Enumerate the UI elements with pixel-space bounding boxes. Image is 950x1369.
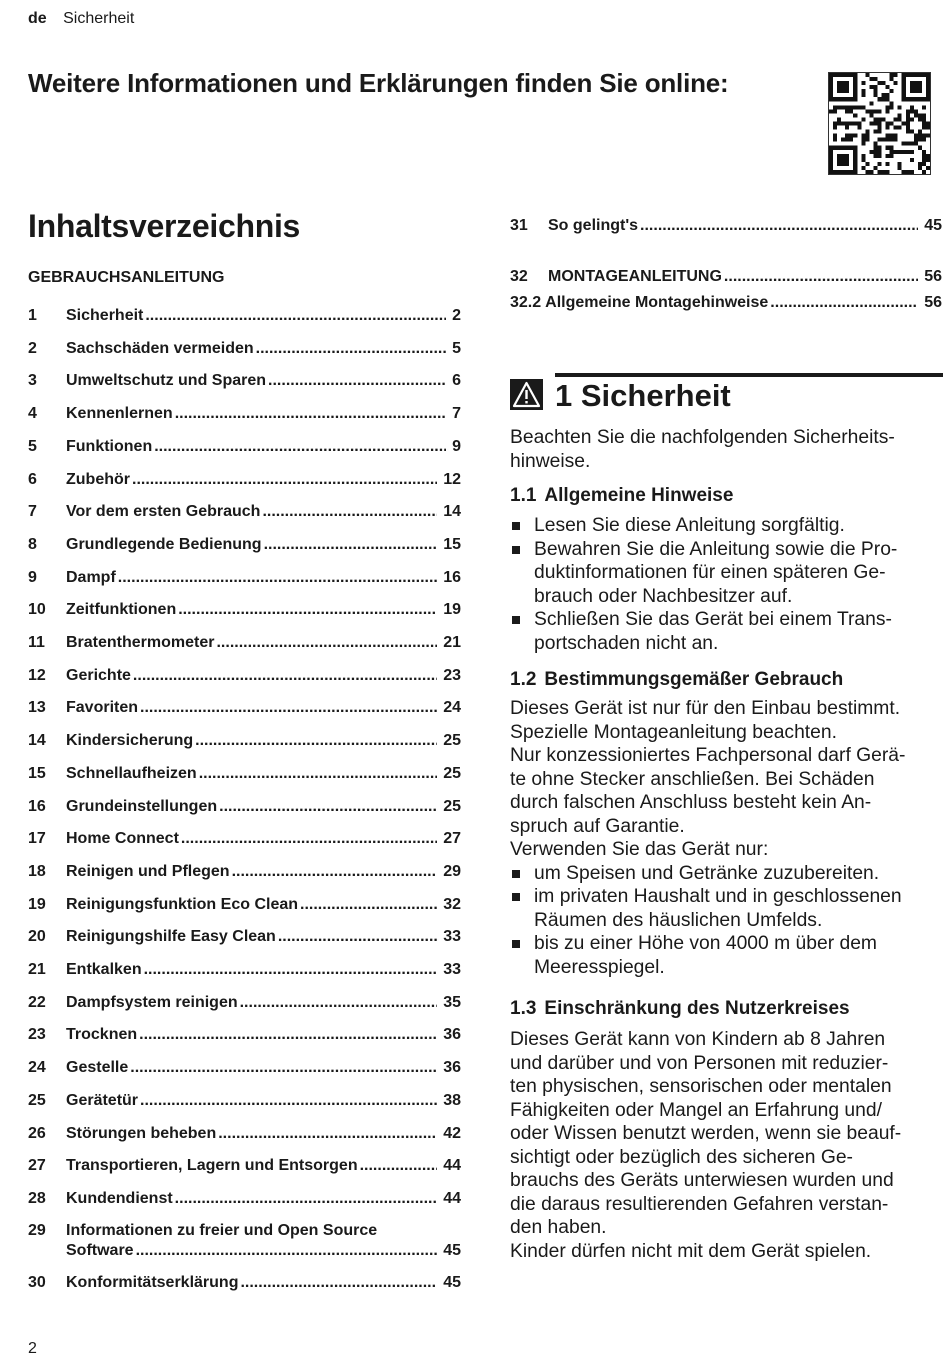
- subsection-number: 1.2: [510, 669, 537, 690]
- toc-entry-label: Reinigungshilfe Easy Clean: [66, 928, 276, 946]
- toc-leader-dots: [118, 568, 437, 588]
- toc-entry-number: 32: [510, 268, 528, 285]
- toc-leader-dots: [262, 502, 437, 522]
- toc-entry-label: Zubehör: [66, 470, 130, 488]
- bullet-text: portschaden nicht an.: [534, 632, 719, 654]
- toc-entry-page: 15: [443, 535, 461, 553]
- toc-entry-number: 21: [28, 961, 46, 978]
- toc-entry-7[interactable]: [28, 502, 461, 522]
- toc-entry-label: Bratenthermometer: [66, 634, 215, 651]
- toc-entry-21[interactable]: [28, 960, 461, 980]
- toc-entry-number: 22: [28, 993, 46, 1011]
- toc-entry-10[interactable]: [28, 600, 461, 620]
- toc-entry-label: Kundendienst: [66, 1189, 173, 1207]
- toc-entry-number: 24: [28, 1059, 46, 1077]
- toc-entry-label: Reinigen und Pflegen: [66, 862, 230, 880]
- toc-entry-number: 1: [28, 307, 37, 324]
- toc-entry-number: 30: [28, 1274, 46, 1291]
- paragraph-text: den haben.: [510, 1217, 607, 1238]
- toc-entry-page: 16: [443, 568, 461, 586]
- paragraph-text: durch falschen Anschluss besteht kein An-: [510, 792, 872, 813]
- toc-leader-dots: [140, 1091, 437, 1111]
- toc-leader-dots: [268, 371, 446, 391]
- toc-entry-label: Vor dem ersten Gebrauch: [66, 503, 261, 521]
- toc-entry-label: Schnellaufheizen: [66, 764, 197, 782]
- toc-leader-dots: [132, 470, 437, 490]
- toc-entry-label: Grundlegende Bedienung: [66, 535, 262, 553]
- toc-leader-dots: [300, 895, 437, 915]
- toc-leader-dots: [278, 927, 437, 947]
- paragraph-text: die daraus resultierenden Gefahren verstan-: [510, 1193, 889, 1215]
- subsection-1-3-title: [510, 998, 850, 1020]
- bullet-text: brauch oder Nachbesitzer auf.: [534, 585, 793, 607]
- toc-entry-number: 23: [28, 1026, 46, 1044]
- toc-entry-label: Trocknen: [66, 1026, 138, 1044]
- intro-text: hinweise.: [510, 450, 591, 472]
- toc-leader-dots: [175, 1189, 438, 1209]
- toc-leader-dots: [136, 1241, 438, 1261]
- toc-entry-page: 33: [443, 961, 461, 978]
- toc-leader-dots: [770, 293, 918, 313]
- toc-entry-2[interactable]: [28, 339, 461, 359]
- warning-triangle-icon: [510, 379, 543, 410]
- toc-entry-24[interactable]: [28, 1058, 461, 1078]
- bullet-text: Meeresspiegel.: [534, 956, 665, 978]
- toc-entry-label: Störungen beheben: [66, 1124, 217, 1142]
- toc-leader-dots: [232, 862, 438, 882]
- toc-entry-number: 6: [28, 470, 37, 488]
- toc-entry-number: 25: [28, 1091, 46, 1109]
- toc-entry-page: 32: [443, 895, 461, 913]
- toc-entry-number: 4: [28, 405, 37, 423]
- toc-entry-page: 21: [443, 634, 461, 651]
- subsection-1-2-title: [510, 669, 843, 691]
- paragraph-text: Spezielle Montageanleitung beachten.: [510, 721, 837, 743]
- bullet-text: Bewahren Sie die Anleitung sowie die Pro-: [534, 538, 898, 560]
- toc-leader-dots: [240, 1273, 437, 1293]
- toc-entry-label: Kindersicherung: [66, 732, 194, 750]
- toc-entry-number: 16: [28, 797, 46, 815]
- toc-entry-number: 29: [28, 1222, 46, 1239]
- language-code: de: [28, 10, 47, 27]
- toc-entry-number: 19: [28, 895, 46, 913]
- bullet-text: Lesen Sie diese Anleitung sorgfältig.: [534, 515, 845, 536]
- toc-entry-28[interactable]: [28, 1189, 461, 1209]
- toc-entry-page: 19: [443, 601, 461, 619]
- bullet-text: Schließen Sie das Gerät bei einem Trans-: [534, 609, 892, 630]
- toc-entry-page: 36: [443, 1059, 461, 1077]
- toc-entry-number: 17: [28, 830, 46, 848]
- toc-leader-dots: [133, 666, 437, 686]
- toc-entry-page: 35: [443, 993, 461, 1011]
- toc-entry-label: Dampfsystem reinigen: [66, 993, 238, 1011]
- paragraph-text: Dieses Gerät ist nur für den Einbau bestimmt.: [510, 698, 901, 719]
- toc-leader-dots: [175, 404, 446, 424]
- toc-entry-27[interactable]: [28, 1156, 461, 1176]
- toc-entry-5[interactable]: [28, 437, 461, 457]
- toc-entry-label: MONTAGEANLEITUNG: [548, 268, 722, 285]
- section-title: [555, 378, 731, 414]
- toc-entry-page: 29: [443, 862, 461, 880]
- toc-entry-32[interactable]: [510, 267, 942, 287]
- toc-entry-23[interactable]: [28, 1025, 461, 1045]
- toc-entry-label: Dampf: [66, 568, 116, 586]
- toc-entry-26[interactable]: [28, 1124, 461, 1144]
- bullet-text: um Speisen und Getränke zuzubereiten.: [534, 862, 880, 884]
- toc-entry-label: Home Connect: [66, 830, 179, 848]
- toc-entry-number: 3: [28, 372, 37, 390]
- toc-entry-page: 45: [443, 1242, 461, 1259]
- toc-entry-label-line1: Informationen zu freier und Open Source: [66, 1222, 378, 1239]
- toc-entry-22[interactable]: [28, 993, 461, 1013]
- toc-entry-number: 12: [28, 666, 46, 684]
- toc-entry-page: 38: [443, 1091, 461, 1109]
- toc-entry-number: 32.2: [510, 294, 542, 311]
- toc-leader-dots: [256, 339, 446, 359]
- toc-leader-dots: [145, 306, 446, 326]
- bullet-square-icon: [512, 546, 520, 554]
- toc-entry-page: 24: [443, 699, 461, 717]
- bullet-square-icon: [512, 616, 520, 624]
- toc-entry-page: 25: [443, 732, 461, 750]
- toc-entry-page: 27: [443, 830, 461, 848]
- toc-entry-page: 45: [443, 1274, 461, 1291]
- toc-entry-page: 9: [452, 437, 461, 455]
- bullet-text: im privaten Haushalt und in geschlossenen: [534, 886, 902, 907]
- toc-entry-page: 42: [443, 1124, 461, 1142]
- toc-entry-page: 25: [443, 797, 461, 815]
- paragraph-text: sichtigt oder bezüglich des sicheren Ge-: [510, 1146, 853, 1168]
- toc-entry-number: 28: [28, 1189, 46, 1207]
- paragraph-text: Verwenden Sie das Gerät nur:: [510, 839, 769, 860]
- toc-entry-page: 5: [452, 339, 461, 357]
- paragraph-text: Kinder dürfen nicht mit dem Gerät spielen.: [510, 1240, 872, 1262]
- toc-entry-label: Allgemeine Montagehinweise: [545, 294, 769, 311]
- toc-entry-label: Entkalken: [66, 961, 142, 978]
- bullet-text: duktinformationen für einen späteren Ge-: [534, 562, 886, 583]
- toc-entry-25[interactable]: [28, 1091, 461, 1111]
- toc-leader-dots: [216, 633, 437, 653]
- toc-entry-page: 7: [452, 405, 461, 423]
- paragraph-text: und darüber und von Personen mit reduzier-: [510, 1052, 889, 1074]
- toc-entry-label: Funktionen: [66, 437, 153, 455]
- section-number: 1: [555, 378, 573, 413]
- toc-entry-14[interactable]: [28, 731, 461, 751]
- toc-entry-18[interactable]: [28, 862, 461, 882]
- toc-entry-page: 56: [924, 294, 942, 311]
- toc-entry-4[interactable]: [28, 404, 461, 424]
- paragraph-text: te ohne Stecker anschließen. Bei Schäden: [510, 768, 875, 790]
- online-info-title: Weitere Informationen und Erklärungen finden Sie online:: [28, 68, 729, 98]
- toc-entry-label: Sachschäden vermeiden: [66, 339, 254, 357]
- paragraph-text: Fähigkeiten oder Mangel an Erfahrung und/: [510, 1099, 882, 1121]
- toc-leader-dots: [139, 1025, 437, 1045]
- toc-entry-label: Zeitfunktionen: [66, 601, 177, 619]
- toc-leader-dots: [264, 535, 438, 555]
- toc-entry-number: 15: [28, 764, 46, 782]
- toc-entry-number: 20: [28, 928, 46, 946]
- subsection-title-text: Einschränkung des Nutzerkreises: [544, 998, 850, 1019]
- toc-leader-dots: [724, 267, 918, 287]
- subsection-number: 1.3: [510, 998, 537, 1019]
- toc-entry-page: 2: [452, 307, 461, 324]
- toc-entry-page: 6: [452, 372, 461, 390]
- toc-entry-13[interactable]: [28, 698, 461, 718]
- toc-entry-1[interactable]: [28, 306, 461, 326]
- toc-entry-page: 14: [443, 503, 461, 521]
- paragraph-text: ten physischen, sensorischen oder mentalen: [510, 1076, 892, 1097]
- subsection-number: 1.1: [510, 485, 537, 506]
- toc-entry-30[interactable]: [28, 1273, 461, 1293]
- toc-entry-number: 2: [28, 339, 37, 357]
- paragraph-text: Nur konzessioniertes Fachpersonal darf Gerä-: [510, 745, 906, 766]
- toc-entry-label: Gerichte: [66, 666, 131, 684]
- toc-entry-16[interactable]: [28, 797, 461, 817]
- toc-entry-page: 12: [443, 470, 461, 488]
- page-number: 2: [28, 1340, 37, 1357]
- toc-leader-dots: [178, 600, 437, 620]
- toc-leader-dots: [144, 960, 438, 980]
- toc-entry-label: So gelingt's: [548, 217, 639, 234]
- toc-entry-label: Grundeinstellungen: [66, 797, 218, 815]
- paragraph-text: spruch auf Garantie.: [510, 815, 685, 837]
- toc-entry-page: 56: [924, 268, 942, 285]
- bullet-square-icon: [512, 522, 520, 530]
- header-section: Sicherheit: [63, 10, 135, 27]
- toc-entry-number: 31: [510, 217, 528, 234]
- bullet-square-icon: [512, 870, 520, 878]
- toc-entry-9[interactable]: [28, 568, 461, 588]
- toc-entry-page: 36: [443, 1026, 461, 1044]
- paragraph-text: Dieses Gerät kann von Kindern ab 8 Jahren: [510, 1029, 886, 1050]
- toc-entry-page: 25: [443, 764, 461, 782]
- bullet-square-icon: [512, 940, 520, 948]
- toc-leader-dots: [140, 698, 437, 718]
- toc-entry-label: Transportieren, Lagern und Entsorgen: [66, 1157, 358, 1175]
- toc-entry-label: Favoriten: [66, 699, 139, 717]
- toc-entry-20[interactable]: [28, 927, 461, 947]
- toc-entry-page: 44: [443, 1189, 461, 1207]
- toc-leader-dots: [640, 216, 918, 236]
- toc-entry-number: 26: [28, 1124, 46, 1142]
- toc-entry-label: Gerätetür: [66, 1091, 139, 1109]
- toc-leader-dots: [130, 1058, 437, 1078]
- toc-leader-dots: [360, 1156, 438, 1176]
- toc-entry-label: Kennenlernen: [66, 405, 173, 423]
- bullet-square-icon: [512, 893, 520, 901]
- toc-entry-number: 27: [28, 1157, 46, 1175]
- toc-entry-number: 13: [28, 699, 46, 717]
- toc-entry-number: 5: [28, 437, 37, 455]
- toc-leader-dots: [218, 1124, 437, 1144]
- toc-title: Inhaltsverzeichnis: [28, 208, 301, 244]
- paragraph-text: brauchs des Geräts unterwiesen wurden und: [510, 1170, 894, 1191]
- toc-leader-dots: [219, 797, 437, 817]
- toc-entry-label: Reinigungsfunktion Eco Clean: [66, 895, 299, 913]
- toc-entry-32-2[interactable]: [510, 293, 942, 313]
- toc-entry-12[interactable]: [28, 666, 461, 686]
- subsection-1-1-title: [510, 485, 733, 507]
- toc-entry-number: 10: [28, 601, 46, 619]
- toc-entry-31[interactable]: [510, 216, 942, 236]
- toc-entry-number: 9: [28, 568, 37, 586]
- toc-entry-label-line2: Software: [66, 1242, 134, 1259]
- toc-entry-page: 45: [924, 217, 942, 234]
- toc-entry-label: Sicherheit: [66, 307, 144, 324]
- toc-entry-label: Umweltschutz und Sparen: [66, 372, 267, 390]
- toc-entry-17[interactable]: [28, 829, 461, 849]
- paragraph-text: oder Wissen benutzt werden, wenn sie beauf-: [510, 1123, 902, 1144]
- toc-subtitle: GEBRAUCHSANLEITUNG: [28, 269, 225, 286]
- toc-leader-dots: [181, 829, 437, 849]
- section-title-text: Sicherheit: [580, 378, 731, 413]
- toc-entry-number: 8: [28, 535, 37, 553]
- running-header: [28, 10, 134, 28]
- toc-entry-8[interactable]: [28, 535, 461, 555]
- toc-entry-15[interactable]: [28, 764, 461, 784]
- bullet-text: Räumen des häuslichen Umfelds.: [534, 909, 823, 931]
- toc-leader-dots: [195, 731, 437, 751]
- toc-entry-page: 33: [443, 928, 461, 946]
- toc-entry-number: 14: [28, 732, 46, 750]
- toc-entry-page: 44: [443, 1157, 461, 1175]
- toc-entry-11[interactable]: [28, 633, 461, 653]
- toc-leader-dots: [199, 764, 438, 784]
- toc-entry-label: Konformitätserklärung: [66, 1274, 239, 1291]
- toc-entry-19[interactable]: [28, 895, 461, 915]
- section-rule: [555, 373, 943, 377]
- intro-text: Beachten Sie die nachfolgenden Sicherheits-: [510, 427, 895, 448]
- toc-entry-number: 11: [28, 634, 45, 651]
- toc-leader-dots: [154, 437, 446, 457]
- toc-entry-number: 7: [28, 503, 37, 521]
- qr-code-icon[interactable]: [828, 72, 931, 175]
- toc-entry-3[interactable]: [28, 371, 461, 391]
- toc-entry-6[interactable]: [28, 470, 461, 490]
- subsection-title-text: Bestimmungsgemäßer Gebrauch: [544, 669, 844, 690]
- subsection-title-text: Allgemeine Hinweise: [544, 485, 734, 506]
- toc-entry-label: Gestelle: [66, 1059, 129, 1077]
- bullet-text: bis zu einer Höhe von 4000 m über dem: [534, 933, 877, 954]
- toc-leader-dots: [240, 993, 438, 1013]
- toc-entry-page: 23: [443, 666, 461, 684]
- toc-entry-number: 18: [28, 862, 46, 880]
